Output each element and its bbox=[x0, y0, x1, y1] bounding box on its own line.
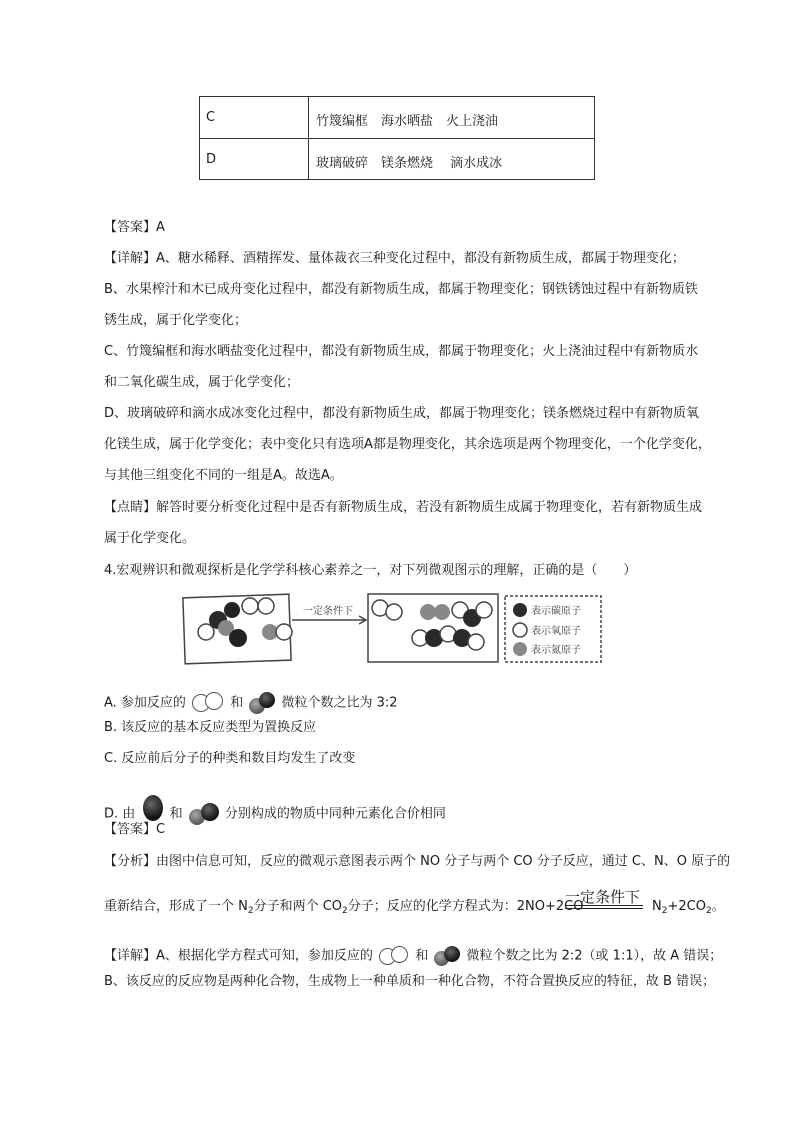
q3-answer: 【答案】A bbox=[104, 220, 165, 235]
table-option-c: C bbox=[206, 110, 216, 125]
equation-condition: 一定条件下 bbox=[565, 888, 641, 906]
q3-detail-line: B、水果榨汁和木已成舟变化过程中，都没有新物质生成，都属于物理变化；钢铁锈蚀过程中有新物质铁 bbox=[104, 282, 698, 297]
q3-detail-line: C、竹篾编框和海水晒盐变化过程中，都没有新物质生成，都属于物理变化；火上浇油过程中有新物质水 bbox=[104, 344, 699, 359]
reaction-diagram bbox=[180, 590, 605, 668]
oxygen-molecule-icon bbox=[190, 690, 226, 716]
q4-analysis-line: 【分析】由图中信息可知，反应的微观示意图表示两个 NO 分子与两个 CO 分子反应，通过 C、N、O 原子的 bbox=[104, 854, 731, 869]
table-content-c: 竹篾编框 海水晒盐 火上浇油 bbox=[316, 114, 499, 129]
arrow-label: 一定条件下 bbox=[303, 606, 353, 617]
co-molecule-icon bbox=[187, 801, 221, 827]
q4-option-b: B. 该反应的基本反应类型为置换反应 bbox=[104, 720, 317, 735]
legend-oxygen: 表示氧原子 bbox=[531, 626, 581, 637]
equation-products bbox=[652, 897, 725, 921]
q3-detail-line: D、玻璃破碎和滴水成冰变化过程中，都没有新物质生成，都属于物理变化；镁条燃烧过程中有新物质氧 bbox=[104, 406, 700, 421]
q4-detail-a bbox=[104, 944, 722, 968]
equation-bar bbox=[565, 908, 643, 909]
q3-detail-line: 与其他三组变化不同的一组是A。故选A。 bbox=[104, 468, 343, 483]
co-molecule-icon bbox=[247, 690, 277, 716]
option-a-and: 和 bbox=[230, 695, 244, 711]
q4-answer: 【答案】C bbox=[104, 822, 166, 837]
co-molecule-icon bbox=[432, 944, 462, 968]
q3-detail-line: 和二氧化碳生成，属于化学变化； bbox=[104, 375, 300, 390]
product-text: 。 bbox=[711, 899, 725, 914]
legend-nitrogen: 表示氮原子 bbox=[531, 645, 581, 656]
subscript: 2 bbox=[705, 906, 712, 916]
q4-analysis-line bbox=[104, 897, 583, 921]
subscript: 2 bbox=[661, 906, 668, 916]
product-text: +2CO bbox=[667, 899, 706, 914]
detail-a-text: 【详解】A、根据化学方程式可知，参加反应的 bbox=[104, 948, 373, 964]
q3-detail-line: 化镁生成，属于化学变化；表中变化只有选项A都是物理变化，其余选项是两个物理变化，一个化学变化， bbox=[104, 437, 711, 452]
q4-stem: 4.宏观辨识和微观探析是化学学科核心素养之一，对下列微观图示的理解，正确的是（ ） bbox=[104, 563, 637, 578]
analysis-text: 重新结合，形成了一个 N bbox=[104, 899, 248, 914]
table-divider bbox=[308, 97, 309, 179]
q3-detail-line: 【详解】A、糖水稀释、酒精挥发、量体裁衣三种变化过程中，都没有新物质生成，都属于物理变化； bbox=[104, 251, 685, 266]
option-a-ratio: 微粒个数之比为 3:2 bbox=[281, 695, 398, 711]
detail-a-ratio: 微粒个数之比为 2:2（或 1:1），故 A 错误； bbox=[466, 948, 723, 964]
equation-bar bbox=[565, 905, 643, 906]
legend-carbon: 表示碳原子 bbox=[531, 606, 581, 617]
q3-detail-line: 锈生成，属于化学变化； bbox=[104, 313, 248, 328]
option-a-text: A. 参加反应的 bbox=[104, 695, 186, 711]
analysis-text: 分子；反应的化学方程式为：2NO+2CO bbox=[347, 899, 584, 914]
q4-detail-b: B、该反应的反应物是两种化合物，生成物上一种单质和一种化合物，不符合置换反应的特征，故 B 错误； bbox=[104, 974, 716, 989]
q3-tip-line: 【点睛】解答时要分析变化过程中是否有新物质生成，若没有新物质生成属于物理变化，若有新物质生成 bbox=[104, 500, 703, 515]
q4-option-c: C. 反应前后分子的种类和数目均发生了改变 bbox=[104, 751, 356, 766]
table-content-d: 玻璃破碎 镁条燃烧 滴水成冰 bbox=[316, 156, 503, 171]
product-text: N bbox=[652, 899, 662, 914]
analysis-text: 分子和两个 CO bbox=[253, 899, 343, 914]
table-divider bbox=[200, 138, 594, 139]
subscript: 2 bbox=[342, 906, 348, 916]
option-d-and: 和 bbox=[169, 806, 183, 822]
q3-tip-line: 属于化学变化。 bbox=[104, 531, 196, 546]
oxygen-molecule-icon bbox=[377, 944, 411, 968]
detail-a-and: 和 bbox=[415, 948, 429, 964]
q4-option-a bbox=[104, 690, 398, 716]
options-table bbox=[199, 96, 595, 180]
option-d-text: D. 由 bbox=[104, 806, 136, 822]
option-d-statement: 分别构成的物质中同种元素化合价相同 bbox=[224, 806, 446, 822]
subscript: 2 bbox=[247, 906, 254, 916]
table-option-d: D bbox=[206, 152, 217, 167]
